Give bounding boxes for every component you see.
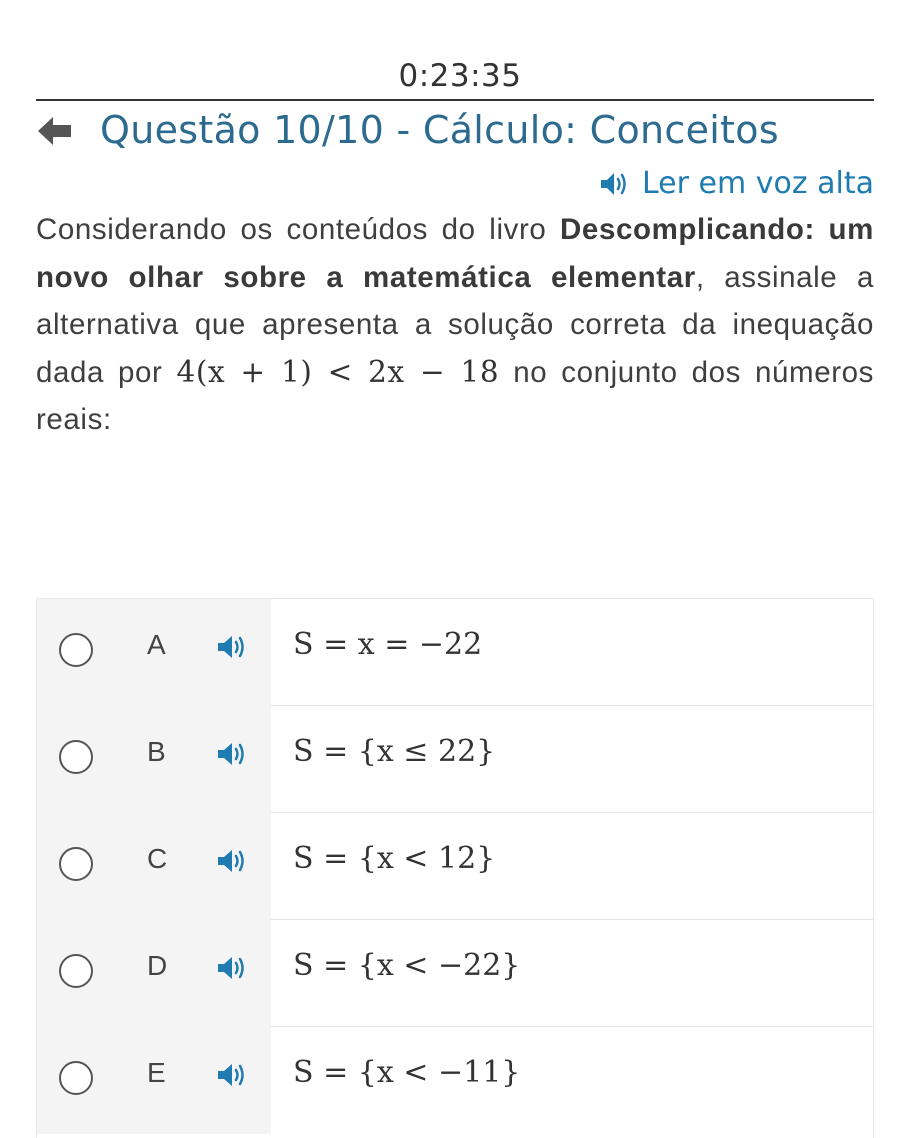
read-aloud-button[interactable]	[600, 166, 874, 201]
option-content	[271, 599, 873, 706]
question-header	[36, 108, 874, 156]
option-d[interactable]	[37, 920, 873, 1027]
timer: 0:23:35	[398, 58, 522, 94]
page-title: Questão 10/10 - Cálculo: Conceitos	[100, 108, 779, 152]
speaker-icon[interactable]	[217, 740, 249, 768]
book-title: Descomplicando: um novo olhar sobre a matemática elementar	[36, 213, 874, 294]
speaker-icon[interactable]	[217, 1061, 249, 1089]
radio-button-b[interactable]	[59, 740, 93, 774]
option-controls	[37, 706, 271, 813]
read-aloud-label: Ler em voz alta	[642, 166, 874, 201]
option-expression: S = {x < −22}	[293, 948, 521, 983]
option-letter: A	[147, 629, 166, 660]
question-text-middle: , assinale a alternativa que apresenta a solução correta da inequação dada por	[36, 260, 874, 389]
option-controls	[37, 599, 271, 706]
divider	[36, 99, 874, 101]
speaker-icon[interactable]	[217, 954, 249, 982]
inequality: 4(x + 1) < 2x − 18	[176, 354, 500, 389]
option-letter: E	[147, 1057, 166, 1088]
option-expression: S = {x < 12}	[293, 841, 496, 876]
option-content	[271, 813, 873, 920]
option-a[interactable]	[37, 599, 873, 706]
radio-button-a[interactable]	[59, 633, 93, 667]
option-expression: S = {x < −11}	[293, 1055, 521, 1090]
radio-button-d[interactable]	[59, 954, 93, 988]
arrow-left-icon[interactable]	[36, 114, 74, 148]
question-text-after: no conjunto dos números reais:	[36, 355, 875, 436]
option-expression: S = x = −22	[293, 627, 483, 662]
option-content	[271, 706, 873, 813]
question-text-before: Considerando os conteúdos do livro	[36, 213, 561, 246]
option-letter: D	[147, 950, 168, 981]
option-controls	[37, 813, 271, 920]
option-c[interactable]	[37, 813, 873, 920]
option-expression: S = {x ≤ 22}	[293, 734, 496, 769]
options-list	[36, 598, 874, 1138]
question-text	[36, 206, 874, 444]
option-content	[271, 1027, 873, 1134]
option-controls	[37, 1027, 271, 1134]
radio-button-c[interactable]	[59, 847, 93, 881]
radio-button-e[interactable]	[59, 1061, 93, 1095]
speaker-icon[interactable]	[217, 633, 249, 661]
option-b[interactable]	[37, 706, 873, 813]
option-letter: C	[147, 843, 168, 874]
speaker-icon[interactable]	[217, 847, 249, 875]
option-letter: B	[147, 736, 166, 767]
speaker-icon	[600, 171, 630, 197]
option-content	[271, 920, 873, 1027]
option-controls	[37, 920, 271, 1027]
option-e[interactable]	[37, 1027, 873, 1134]
